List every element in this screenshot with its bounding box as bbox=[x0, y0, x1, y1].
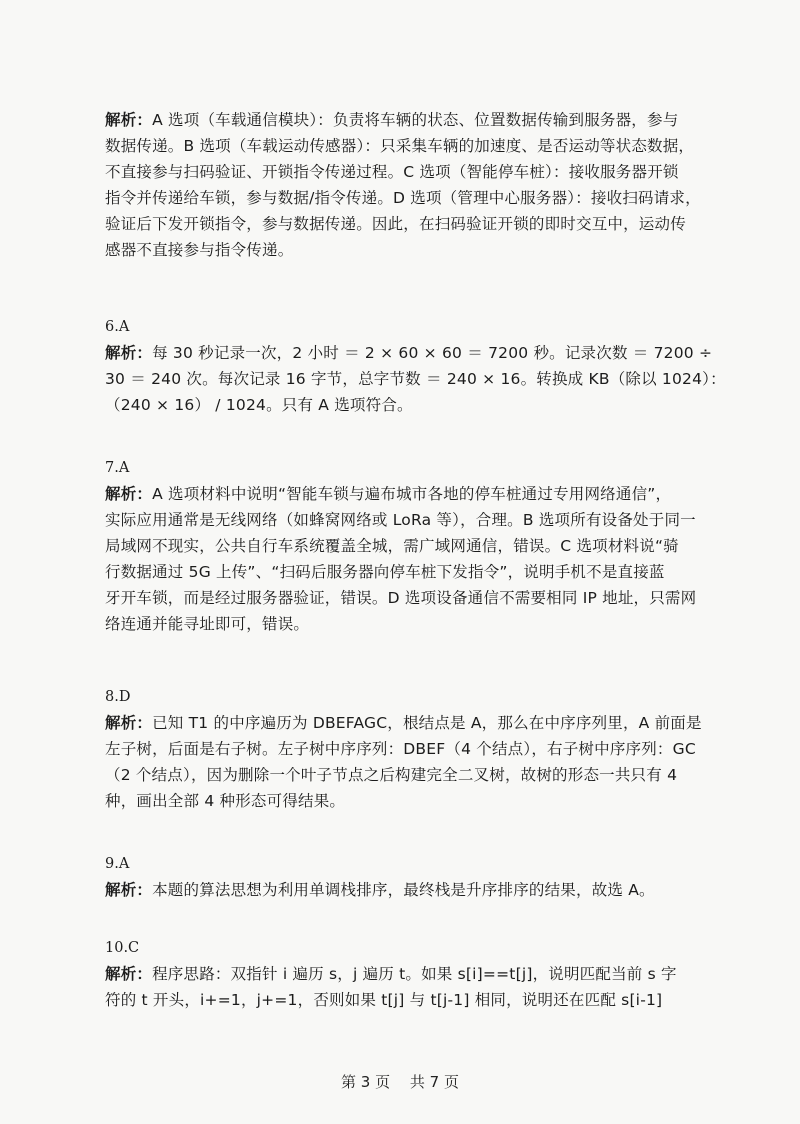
analysis-line: 解析：已知 T1 的中序遍历为 DBEFAGC，根结点是 A，那么在中序序列里，A 前面是 bbox=[105, 714, 702, 732]
question-number: 7.A bbox=[105, 460, 130, 476]
answer-block-10 bbox=[105, 935, 705, 1013]
answer-block-7 bbox=[105, 455, 705, 637]
analysis-line: 局域网不现实，公共自行车系统覆盖全城，需广域网通信，错误。C 选项材料说“骑 bbox=[105, 537, 679, 555]
question-number: 9.A bbox=[105, 856, 130, 872]
analysis-line: 左子树，后面是右子树。左子树中序序列：DBEF（4 个结点），右子树中序序列：GC bbox=[105, 740, 696, 758]
analysis-line: 30 ＝ 240 次。每次记录 16 字节，总字节数 ＝ 240 × 16。转换成 KB（除以 1024）： bbox=[105, 370, 726, 388]
analysis-label: 解析： bbox=[105, 111, 153, 129]
analysis-line: 解析：每 30 秒记录一次，2 小时 ＝ 2 × 60 × 60 ＝ 7200 秒。记录次数 ＝ 7200 ÷ bbox=[105, 344, 713, 362]
analysis-label: 解析： bbox=[105, 344, 153, 362]
question-number: 8.D bbox=[105, 689, 131, 705]
analysis-line: 符的 t 开头，i+=1，j+=1，否则如果 t[j] 与 t[j-1] 相同，说明还在匹配 s[i-1] bbox=[105, 991, 663, 1009]
page-footer: 第 3 页 共 7 页 bbox=[341, 1073, 459, 1091]
answer-block-6 bbox=[105, 314, 726, 418]
analysis-line: 种，画出全部 4 种形态可得结果。 bbox=[105, 792, 346, 810]
analysis-line: 验证后下发开锁指令，参与数据传递。因此，在扫码验证开锁的即时交互中，运动传 bbox=[105, 215, 686, 233]
question-number: 6.A bbox=[105, 319, 130, 335]
analysis-line: 络连通并能寻址即可，错误。 bbox=[105, 615, 310, 633]
analysis-line: 解析：本题的算法思想为利用单调栈排序，最终栈是升序排序的结果，故选 A。 bbox=[105, 881, 655, 899]
answer-block-9 bbox=[105, 851, 705, 903]
analysis-line: 数据传递。B 选项（车载运动传感器）：只采集车辆的加速度、是否运动等状态数据， bbox=[105, 137, 695, 155]
analysis-line: 实际应用通常是无线网络（如蜂窝网络或 LoRa 等），合理。B 选项所有设备处于同一 bbox=[105, 511, 696, 529]
analysis-line: 解析：A 选项（车载通信模块）：负责将车辆的状态、位置数据传输到服务器，参与 bbox=[105, 111, 679, 129]
answer-block-8 bbox=[105, 684, 705, 814]
analysis-line: 行数据通过 5G 上传”、“扫码后服务器向停车桩下发指令”，说明手机不是直接蓝 bbox=[105, 563, 665, 581]
question-number: 10.C bbox=[105, 940, 140, 956]
analysis-label: 解析： bbox=[105, 965, 153, 983]
analysis-line: 感器不直接参与指令传递。 bbox=[105, 241, 294, 259]
analysis-line: 解析：程序思路：双指针 i 遍历 s，j 遍历 t。如果 s[i]==t[j]，说明匹配当前 s 字 bbox=[105, 965, 677, 983]
analysis-line: （2 个结点），因为删除一个叶子节点之后构建完全二叉树，故树的形态一共只有 4 bbox=[105, 766, 678, 784]
analysis-line: 牙开车锁，而是经过服务器验证，错误。D 选项设备通信不需要相同 IP 地址，只需网 bbox=[105, 589, 697, 607]
analysis-label: 解析： bbox=[105, 485, 153, 503]
analysis-line: 不直接参与扫码验证、开锁指令传递过程。C 选项（智能停车桩）：接收服务器开锁 bbox=[105, 163, 679, 181]
analysis-label: 解析： bbox=[105, 881, 153, 899]
analysis-line: 指令并传递给车锁，参与数据/指令传递。D 选项（管理中心服务器）：接收扫码请求， bbox=[105, 189, 701, 207]
analysis-line: 解析：A 选项材料中说明“智能车锁与遍布城市各地的停车桩通过专用网络通信”， bbox=[105, 485, 672, 503]
analysis-line: （240 × 16） / 1024。只有 A 选项符合。 bbox=[105, 396, 413, 414]
analysis-block-5 bbox=[105, 107, 705, 263]
analysis-label: 解析： bbox=[105, 714, 153, 732]
